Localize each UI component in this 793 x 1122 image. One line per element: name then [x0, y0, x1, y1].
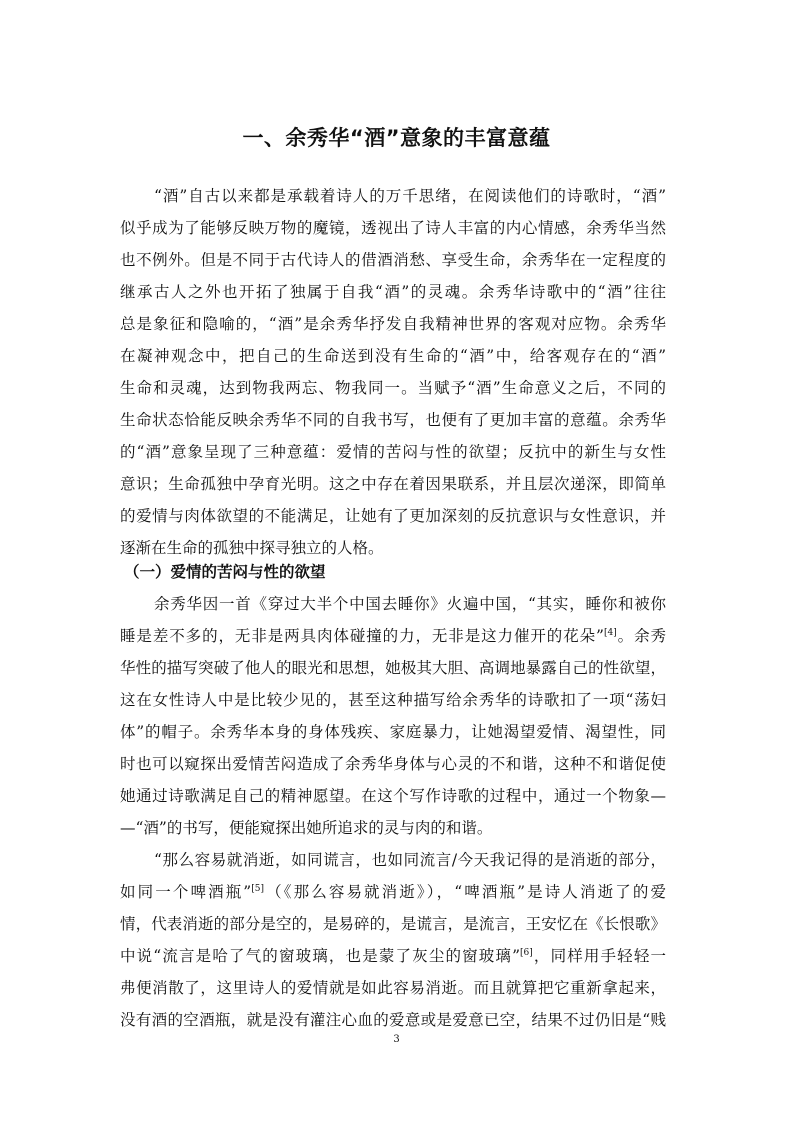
paragraph-text: 。余秀 — [616, 627, 666, 645]
paragraph-line: 体”的帽子。余秀华本身的身体残疾、家庭暴力，让她渴望爱情、渴望性，同 — [120, 723, 666, 741]
paragraph-text: 睡是差不多的，无非是两具肉体碰撞的力，无非是这力催开的花朵” — [120, 627, 604, 645]
paragraph-line: 逐渐在生命的孤独中探寻独立的人格。 — [120, 539, 384, 557]
paragraph-line: 这在女性诗人中是比较少见的，甚至这种描写给余秀华的诗歌扣了一项“荡妇 — [120, 691, 666, 709]
paragraph-text: 如同一个啤酒瓶” — [120, 883, 252, 901]
paragraph-line: 生命和灵魂，达到物我两忘、物我同一。当赋予“酒”生命意义之后，不同的 — [120, 379, 666, 397]
paragraph-line: 总是象征和隐喻的，“酒”是余秀华抒发自我精神世界的客观对应物。余秀华 — [120, 315, 666, 333]
paragraph-line — [120, 626, 666, 646]
citation-ref: [5] — [251, 884, 264, 894]
paragraph-line: 继承古人之外也开拓了独属于自我“酒”的灵魂。余秀华诗歌中的“酒”往往 — [120, 283, 666, 301]
paragraph-line — [120, 946, 666, 966]
paragraph-line — [120, 882, 666, 902]
citation-ref: [6] — [520, 948, 533, 958]
citation-ref: [4] — [603, 628, 617, 638]
paragraph-text: ，同样用手轻轻一 — [532, 947, 666, 965]
paragraph-line: 似乎成为了能够反映万物的魔镜，透视出了诗人丰富的内心情感，余秀华当然 — [120, 219, 666, 237]
paragraph-line: 情，代表消逝的部分是空的，是易碎的，是谎言，是流言，王安忆在《长恨歌》 — [120, 915, 666, 933]
paragraph-line: 她通过诗歌满足自己的精神愿望。在这个写作诗歌的过程中，通过一个物象— — [120, 787, 666, 805]
paragraph-line: 华性的描写突破了他人的眼光和思想，她极其大胆、高调地暴露自己的性欲望， — [120, 659, 666, 677]
paragraph-line: 没有酒的空酒瓶，就是没有灌注心血的爱意或是爱意已空，结果不过仍旧是“贱 — [120, 1011, 666, 1029]
paragraph-line: 的爱情与肉体欲望的不能满足，让她有了更加深刻的反抗意识与女性意识，并 — [120, 507, 666, 525]
paragraph-line: —“酒”的书写，便能窥探出她所追求的灵与肉的和谐。 — [120, 819, 493, 837]
paragraph-line: 生命状态恰能反映余秀华不同的自我书写，也便有了更加丰富的意蕴。余秀华 — [120, 411, 666, 429]
paragraph-line: “那么容易就消逝，如同谎言，也如同流言/今天我记得的是消逝的部分， — [154, 851, 666, 869]
paragraph-line: 时也可以窥探出爱情苦闷造成了余秀华身体与心灵的不和谐，这种不和谐促使 — [120, 755, 666, 773]
page-number: 3 — [393, 1034, 400, 1045]
paragraph-line: 也不例外。但是不同于古代诗人的借酒消愁、享受生命，余秀华在一定程度的 — [120, 251, 666, 269]
paragraph-line: 的“酒”意象呈现了三种意蕴：爱情的苦闷与性的欲望；反抗中的新生与女性 — [120, 443, 666, 461]
paragraph-line: 在凝神观念中，把自己的生命送到没有生命的“酒”中，给客观存在的“酒” — [120, 347, 666, 365]
paragraph-line: “酒”自古以来都是承载着诗人的万千思绪，在阅读他们的诗歌时，“酒” — [154, 187, 666, 205]
subsection-heading: （一）爱情的苦闷与性的欲望 — [124, 563, 326, 581]
paragraph-line: 余秀华因一首《穿过大半个中国去睡你》火遍中国，“其实，睡你和被你 — [154, 595, 666, 613]
paragraph-line: 意识；生命孤独中孕育光明。这之中存在着因果联系，并且层次递深，即简单 — [120, 475, 666, 493]
paragraph-text: 中说“流言是哈了气的窗玻璃，也是蒙了灰尘的窗玻璃” — [120, 947, 521, 965]
paragraph-line: 弗便消散了，这里诗人的爱情就是如此容易消逝。而且就算把它重新拿起来， — [120, 979, 666, 997]
section-title: 一、余秀华“酒”意象的丰富意蕴 — [242, 126, 551, 150]
paragraph-text: （《那么容易就消逝》），“啤酒瓶”是诗人消逝了的爱 — [264, 883, 666, 901]
